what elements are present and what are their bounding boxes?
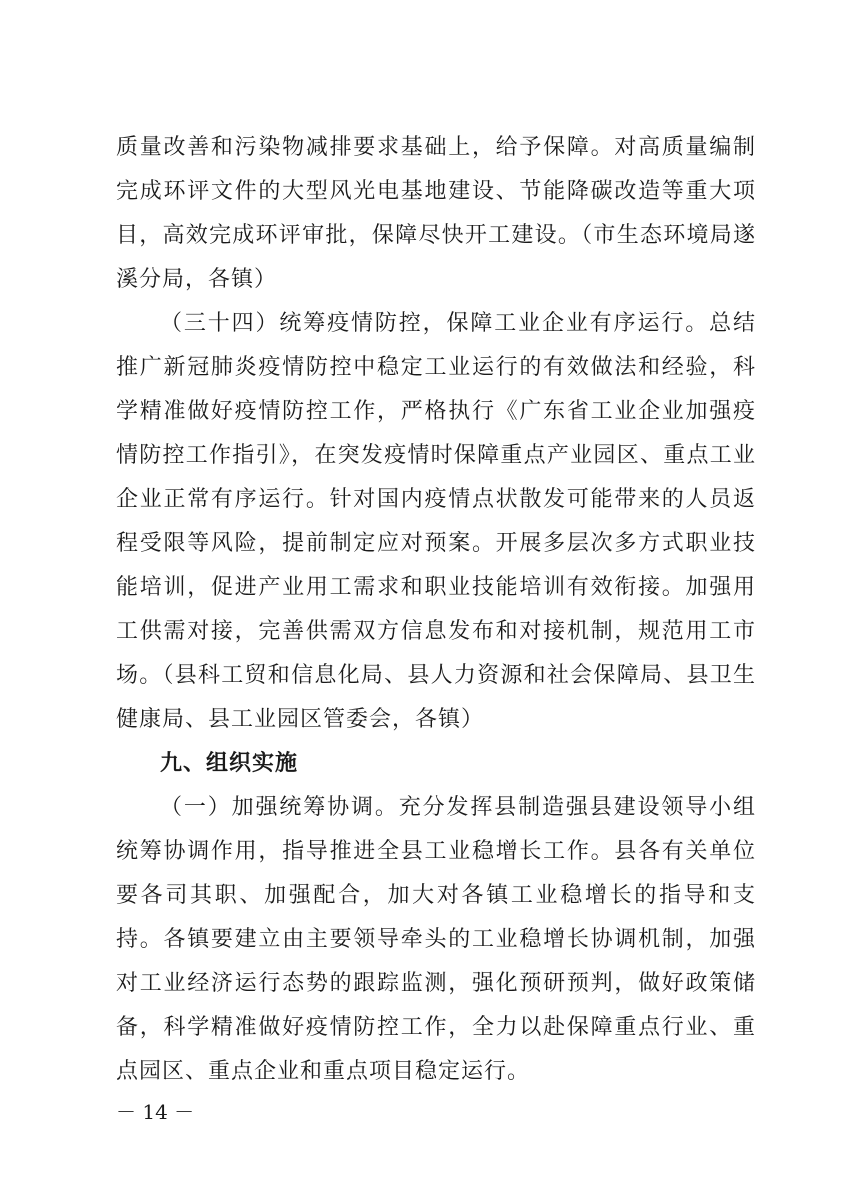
paragraph-environmental-approval: 质量改善和污染物减排要求基础上，给予保障。对高质量编制完成环评文件的大型风光电基地建设、节能降碳改造等重大项目，高效完成环评审批，保障尽快开工建设。（市生态环境局遂溪分局，各镇）	[116, 135, 756, 292]
paragraph-coordination: （一）加强统筹协调。充分发挥县制造强县建设领导小组统筹协调作用，指导推进全县工业稳增长工作。县各有关单位要各司其职、加强配合，加大对各镇工业稳增长的指导和支持。各镇要建立由主要领导牵头的工业稳增长协调机制，加强对工业经济运行态势的跟踪监测，强化预研预判，做好政策储备，科学精准做好疫情防控工作，全力以赴保障重点行业、重点园区、重点企业和重点项目稳定运行。	[116, 795, 756, 1084]
page-number: － 14 －	[116, 1100, 195, 1124]
section-heading: 九、组织实施	[160, 751, 299, 776]
paragraph-epidemic-control: （三十四）统筹疫情防控，保障工业企业有序运行。总结推广新冠肺炎疫情防控中稳定工业运行的有效做法和经验，科学精准做好疫情防控工作，严格执行《广东省工业企业加强疫情防控工作指引》，在突发疫情时保障重点产业园区、重点工业企业正常有序运行。针对国内疫情点状散发可能带来的人员返程受限等风险，提前制定应对预案。开展多层次多方式职业技能培训，促进产业用工需求和职业技能培训有效衔接。加强用工供需对接，完善供需双方信息发布和对接机制，规范用工市场。（县科工贸和信息化局、县人力资源和社会保障局、县卫生健康局、县工业园区管委会，各镇）	[116, 311, 756, 732]
document-body	[116, 126, 756, 1094]
